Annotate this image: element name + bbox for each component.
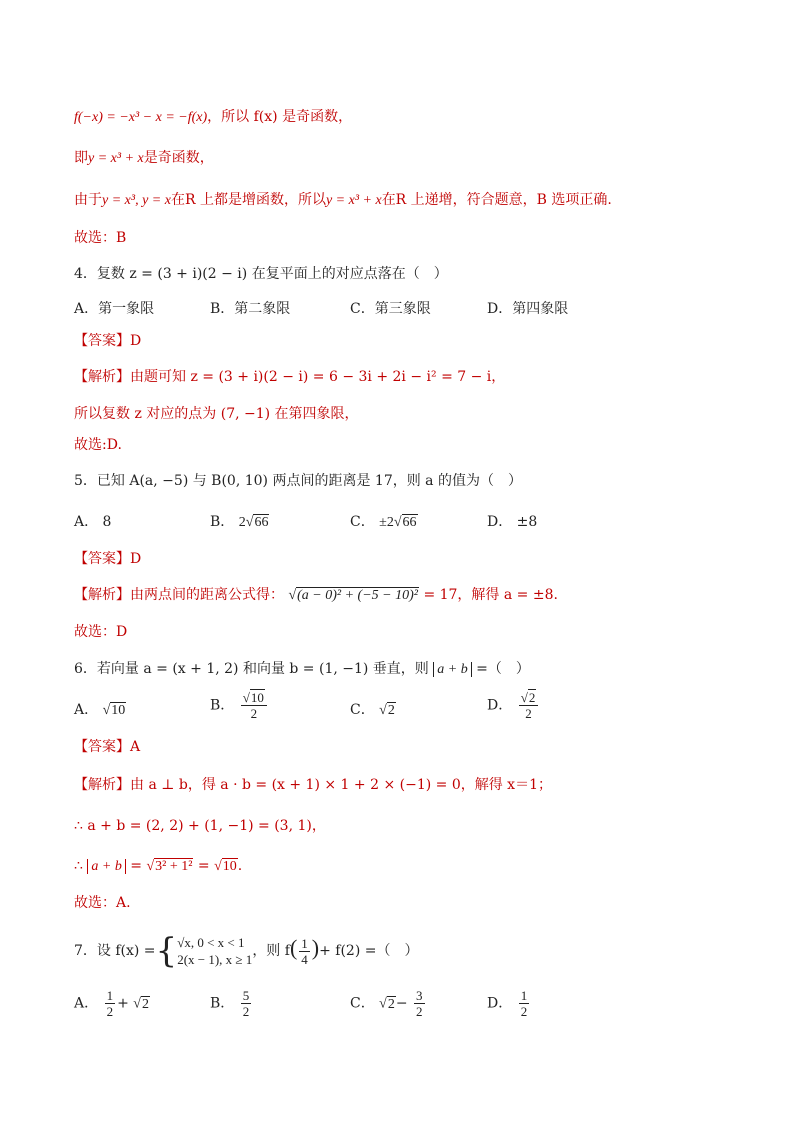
radicand: 10 (222, 859, 237, 874)
denominator: 2 (416, 1004, 423, 1019)
option-label: B． (210, 697, 235, 714)
paren-close: ) (311, 935, 320, 960)
radical-expression: √10 (214, 859, 237, 874)
solution-text: 由于 (74, 192, 102, 208)
fraction (105, 988, 116, 1019)
fraction (299, 936, 310, 967)
radicand: 2 (528, 690, 536, 705)
q4-analysis (74, 367, 505, 387)
analysis-text: 由两点间的距离公式得： (130, 587, 284, 603)
q4-option-a: A．第一象限 (74, 301, 155, 317)
denominator: 4 (301, 951, 308, 967)
coefficient: 2 (238, 515, 246, 530)
question-7-stem (74, 930, 418, 969)
vector-magnitude: a + b (87, 859, 125, 874)
coefficient: ±2 (379, 515, 394, 530)
denominator: 2 (520, 1004, 528, 1019)
analysis-text: 由题可知 z = (3 + i)(2 − i) = 6 − 3i + 2i − i² = 7 − i， (130, 369, 506, 385)
analysis-label: 【解析】 (74, 369, 130, 385)
fraction (519, 690, 539, 721)
radicand: 66 (254, 515, 269, 530)
fraction (414, 988, 425, 1019)
numerator: √2 (519, 690, 539, 706)
radical-expression: √2 (379, 996, 395, 1012)
numerator: 1 (106, 988, 114, 1003)
option-label: B． (210, 995, 235, 1012)
q5-option-c (350, 512, 418, 533)
solution-line-1 (74, 107, 352, 128)
paren-open: ( (289, 935, 298, 960)
analysis-label: 【解析】 (74, 587, 130, 603)
denominator: 2 (106, 1004, 114, 1019)
denominator: 2 (250, 706, 258, 721)
math-expression: y = x³ + x (88, 151, 144, 166)
numerator: 3 (416, 988, 423, 1003)
q4-option-d: D．第四象限 (487, 301, 569, 317)
radical-expression: √10 (102, 703, 126, 718)
option-label: A． (74, 702, 99, 718)
question-text: 7．设 f(x) = (74, 943, 156, 959)
question-text: 6．若向量 a = (x + 1, 2) 和向量 b = (1, −1) 垂直，则 (74, 661, 429, 677)
radicand: (a − 0)² + (−5 − 10)² (297, 588, 418, 603)
denominator: 2 (242, 1004, 250, 1019)
q6-analysis-line-2: ∴ a + b = (2, 2) + (1, −1) = (3, 1)， (74, 818, 326, 834)
q7-option-b (210, 988, 253, 1019)
solution-line-3 (74, 190, 612, 211)
radical-expression: √3² + 1² (146, 859, 193, 874)
numerator: √10 (241, 690, 267, 706)
case-2: 2(x − 1), x ≥ 1 (177, 952, 253, 967)
radicand: 10 (111, 703, 126, 718)
conclusion-line: 故选：B (74, 230, 127, 246)
q6-analysis-line-3 (74, 856, 242, 877)
q5-answer: 【答案】D (74, 551, 142, 567)
radicand: 3² + 1² (155, 859, 193, 874)
q4-conclusion: 故选:D. (74, 437, 122, 453)
analysis-label: 【解析】 (74, 777, 130, 793)
question-4-stem: 4．复数 z = (3 + i)(2 − i) 在复平面上的对应点落在（ ） (74, 266, 448, 282)
solution-text: 即 (74, 150, 88, 166)
solution-text: 是奇函数， (143, 150, 214, 166)
radical-expression: ±2√66 (379, 515, 417, 530)
math-expression: y = x³ + x (325, 193, 382, 208)
question-text: + f(2) =（ ） (319, 943, 419, 959)
q6-option-b (210, 690, 269, 721)
q4-option-c: C．第三象限 (350, 301, 431, 317)
q4-analysis-line-2: 所以复数 z 对应的点为 (7, −1) 在第四象限， (74, 406, 359, 422)
therefore-symbol: ∴ (74, 858, 83, 874)
analysis-text: = 17，解得 a = ±8. (423, 587, 558, 603)
math-expression: f(−x) = −x³ − x = −f(x) (74, 110, 208, 125)
solution-line-2 (74, 148, 214, 169)
q7-option-d (487, 988, 531, 1019)
fraction (519, 988, 530, 1019)
q5-option-b (210, 512, 269, 533)
q6-answer: 【答案】A (74, 739, 141, 755)
q5-conclusion: 故选：D (74, 624, 128, 640)
numerator: 1 (301, 935, 308, 951)
q7-option-a: A． $\frac{1}{2}$ + √2 (74, 988, 149, 1019)
q6-analysis (74, 775, 552, 795)
denominator: 2 (525, 706, 532, 721)
left-brace: { (155, 931, 178, 971)
option-label: C． (350, 995, 375, 1012)
radical-expression: √(a − 0)² + (−5 − 10)² (288, 588, 418, 603)
question-text: ，则 f (252, 943, 290, 959)
option-label: C． (350, 702, 375, 718)
solution-text: 在R 上都是增函数，所以 (170, 192, 326, 208)
fraction (241, 988, 252, 1019)
question-5-stem: 5．已知 A(a, −5) 与 B(0, 10) 两点间的距离是 17，则 a 的值为（ ） (74, 473, 522, 489)
numerator: 1 (520, 988, 528, 1003)
period: . (237, 858, 243, 874)
solution-text: ，所以 f(x) 是奇函数， (207, 109, 353, 125)
fraction (241, 690, 267, 721)
option-label: B． (210, 514, 235, 530)
equals-sign: = (197, 858, 210, 874)
radicand: 2 (387, 703, 395, 718)
option-label: D． (487, 697, 513, 714)
q4-option-b: B．第二象限 (210, 301, 291, 317)
q6-option-c (350, 700, 396, 721)
analysis-text: 由 a ⊥ b，得 a · b = (x + 1) × 1 + 2 × (−1) = 0，解得 x＝1； (130, 777, 552, 793)
option-label: D． (487, 995, 513, 1012)
radicand: 2 (141, 996, 149, 1012)
radical-expression: 2√66 (238, 515, 269, 530)
q5-option-d: D． ±8 (487, 514, 538, 530)
question-6-stem (74, 659, 530, 680)
q5-option-a: A． 8 (74, 514, 112, 530)
piecewise-cases (177, 934, 252, 968)
q6-conclusion: 故选：A. (74, 895, 131, 911)
case-1: √x, 0 < x < 1 (177, 935, 245, 950)
option-label: A． (74, 995, 99, 1012)
radical-expression: √2 (133, 996, 149, 1012)
radicand: 66 (402, 515, 417, 530)
math-expression: y = x³, y = x (102, 193, 171, 208)
q6-option-a (74, 700, 126, 721)
equals-sign: = (130, 858, 143, 874)
radical-expression: √2 (379, 703, 395, 718)
option-label: C． (350, 514, 375, 530)
radicand: 10 (250, 690, 264, 705)
question-text: =（ ） (476, 661, 530, 677)
numerator: 5 (242, 988, 250, 1003)
q5-analysis (74, 585, 558, 606)
q6-option-d (487, 690, 540, 721)
vector-magnitude: a + b (433, 662, 471, 677)
q4-answer: 【答案】D (74, 333, 142, 349)
solution-text: 在R 上递增，符合题意，B 选项正确. (381, 192, 612, 208)
q7-option-c: C． √2− $\frac{3}{2}$ (350, 988, 423, 1019)
radicand: 2 (387, 996, 395, 1012)
